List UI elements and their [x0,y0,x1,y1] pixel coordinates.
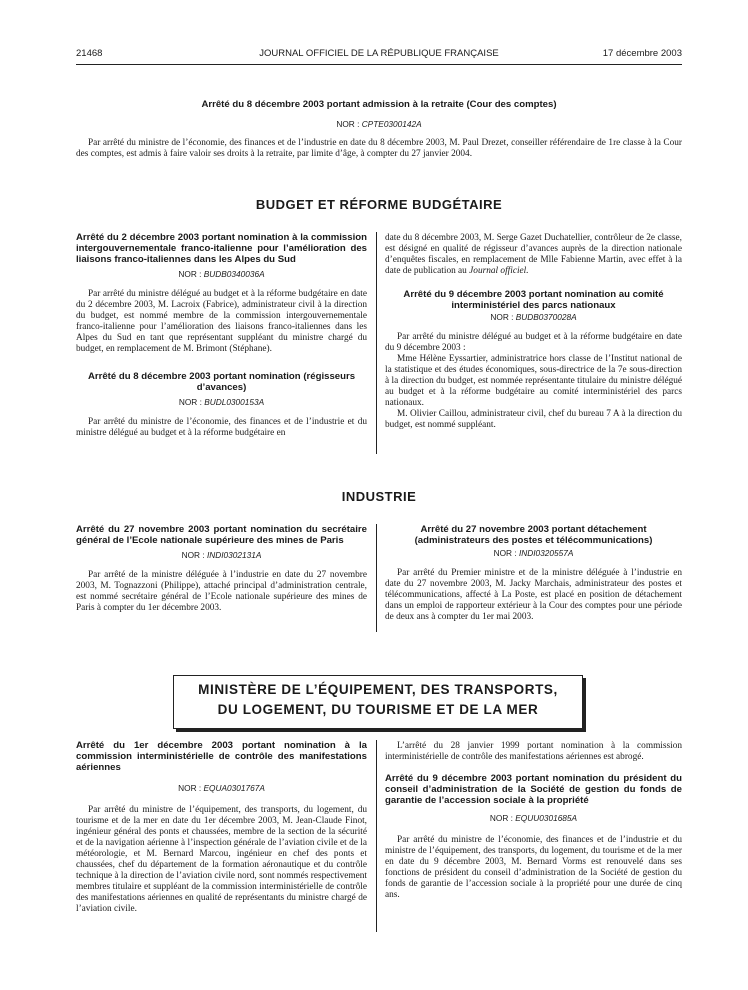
industrie-left-column [76,524,367,614]
nor-reference: NOR : EQUA0301767A [178,783,265,793]
nor-reference: NOR : BUDB0340036A [178,269,265,279]
article-paragraph: Mme Hélène Eyssartier, administratrice hors classe de l’Institut national de la statistique et des études économiques, sous-directrice de la 7e sous-direction à la direction du budget, est nommée représentante titulaire du ministre délégué au budget et à la réforme budgétaire au comité interministériel des parcs nationaux. [385,354,682,408]
article-body: Par arrêté du ministre de l’économie, des finances et de l’industrie et du ministre de l’équipement, des transports, du logement, du tourisme et de la mer en date du 9 décembre 2003, M. Bernard Vorms est renouvelé dans ses fonctions de président du conseil d’administration de la Société de gestion du fonds de garantie de l’accession sociale à la propriété pour une durée de cinq ans. [385,835,682,900]
nor-reference: NOR : CPTE0300142A [336,119,422,129]
article-body: Par arrêté du ministre de l’économie, des finances et de l’industrie en date du 8 décembre 2003, M. Paul Drezet, conseiller référendaire de 1re classe à la Cour des comptes, est admis à faire valoir ses droits à la retraite, par limite d’âge, à compter du 27 janvier 2004. [76,138,682,159]
article-body: Par arrêté du ministre de l’économie, des finances et de l’industrie et du ministre délégué au budget et à la réforme budgétaire en [76,417,367,438]
nor-reference: NOR : INDI0302131A [181,550,262,560]
budget-left-column [76,232,367,439]
article-title: Arrêté du 9 décembre 2003 portant nomination du président du conseil d’administration de la Société de gestion du fonds de garantie de l’accession sociale à la propriété [385,773,682,806]
nor-reference: NOR : EQUU0301685A [489,813,578,823]
article-paragraph: Par arrêté du ministre délégué au budget et à la réforme budgétaire en date du 9 décembre 2003 : [385,332,682,353]
column-rule [376,524,377,632]
heading-line: MINISTÈRE DE L’ÉQUIPEMENT, DES TRANSPORTS, [198,682,558,697]
article-body-continued: L’arrêté du 28 janvier 1999 portant nomination à la commission interministérielle de contrôle des manifestations aériennes est abrogé. [385,741,682,762]
budget-right-column [385,233,682,431]
equipement-left-column [76,740,367,915]
running-header [76,48,682,62]
column-rule [376,740,377,932]
article-body: Par arrêté du ministre délégué au budget et à la réforme budgétaire en date du 2 décembre 2003, M. Lacroix (Fabrice), administrateur civil à la direction du budget, est nommé membre de la commission intergouvernementale franco-italienne pour l’amélioration des liaisons franco-italiennes dans les Alpes du Sud en tant que représentant suppléant du ministre chargé du budget, en remplacement de M. Brimont (Stéphane). [76,289,367,354]
section-heading-industrie: INDUSTRIE [341,489,417,504]
heading-line: DU LOGEMENT, DU TOURISME ET DE LA MER [217,702,539,717]
page-number: 21468 [76,48,103,59]
article-title: Arrêté du 1er décembre 2003 portant nomination à la commission interministérielle de contrôle des manifestations aériennes [76,740,367,773]
nor-reference: NOR : INDI0320557A [493,548,574,558]
article-body: Par arrêté du ministre de l’équipement, des transports, du logement, du tourisme et de la mer en date du 1er décembre 2003, M. Jean-Claude Finot, ingénieur général des ponts et chaussées, membre de la section de la sécurité et de la navigation aérienne à l’inspection générale de l’aviation civile et de la météorologie, et M. Bernard Marcou, ingénieur en chef des ponts et chaussées, chef du département de la formation aéronautique et du contrôle technique à la direction de l’aviation civile nord, sont nommés respectivement membres titulaire et suppléant de la commission interministérielle de contrôle des manifestations aériennes en qualité de représentants du ministre chargé de l’aviation civile. [76,805,367,914]
nor-reference: NOR : BUDB0370028A [490,312,577,322]
article-retraite [76,99,682,160]
article-body: Par arrêté de la ministre déléguée à l’industrie en date du 27 novembre 2003, M. Tognazzoni (Philippe), attaché principal d’administration centrale, est nommé secrétaire général de l’Ecole nationale supérieure des mines de Paris à compter du 1er décembre 2003. [76,570,367,613]
article-title: Arrêté du 8 décembre 2003 portant admission à la retraite (Cour des comptes) [201,99,557,110]
section-heading-equipement [173,675,583,729]
article-body: Par arrêté du Premier ministre et de la ministre déléguée à l’industrie en date du 27 novembre 2003, M. Jacky Marchais, administrateur des postes et télécommunications, affecté à La Poste, est placé en position de détachement dans un emploi de rapporteur extérieur à la Cour des comptes pour une période de deux ans à compter du 1er mai 2003. [385,568,682,622]
column-rule [376,232,377,454]
issue-date: 17 décembre 2003 [602,48,682,59]
article-title: Arrêté du 8 décembre 2003 portant nomination (régisseurs d’avances) [87,371,356,393]
equipement-right-column [385,741,682,901]
nor-reference: NOR : BUDL0300153A [178,397,265,407]
article-body-continued: date du 8 décembre 2003, M. Serge Gazet Duchatellier, contrôleur de 2e classe, est désigné en qualité de régisseur d’avances auprès de la direction nationale d’enquêtes fiscales, en remplacement de Mlle Fabienne Martin, avec effet à la date de publication au Journal officiel. [385,233,682,276]
article-title: Arrêté du 2 décembre 2003 portant nomination à la commission intergouvernementale franco-italienne pour l’amélioration des liaisons franco-italiennes dans les Alpes du Sud [76,232,367,265]
article-paragraph: M. Olivier Caillou, administrateur civil, chef du bureau 7 A à la direction du budget, est nommé suppléant. [385,409,682,430]
article-title: Arrêté du 9 décembre 2003 portant nomination au comité interministériel des parcs nationaux [403,289,664,311]
article-title: Arrêté du 27 novembre 2003 portant nomination du secrétaire général de l’Ecole nationale supérieure des mines de Paris [76,524,367,546]
header-rule [76,64,682,65]
industrie-right-column [385,524,682,623]
article-title: Arrêté du 27 novembre 2003 portant détachement (administrateurs des postes et télécommunications) [414,524,653,546]
section-heading-budget: BUDGET ET RÉFORME BUDGÉTAIRE [255,197,503,212]
journal-title: JOURNAL OFFICIEL DE LA RÉPUBLIQUE FRANÇAISE [259,48,499,59]
